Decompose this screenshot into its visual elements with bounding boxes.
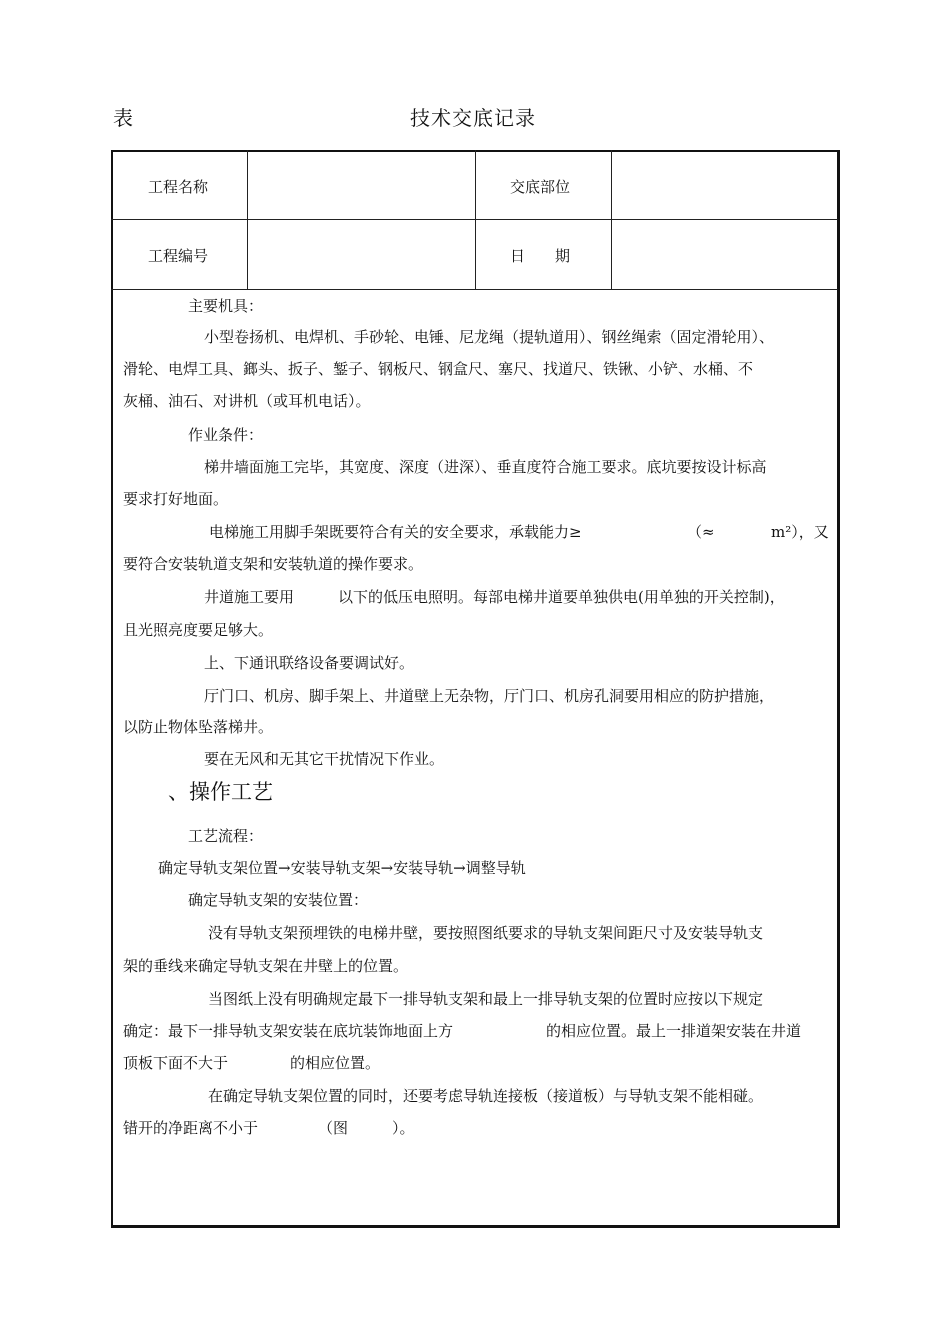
position-text: 错开的净距离不小于 [123, 1119, 259, 1137]
position-text: 的相应位置。最上一排道架安装在井道 [546, 1022, 802, 1040]
project-name-label: 工程名称 [148, 178, 209, 196]
condition-text: （≈ [687, 523, 715, 541]
position-text: 架的垂线来确定导轨支架在井壁上的位置。 [123, 957, 409, 975]
condition-text: 以防止物体坠落梯井。 [123, 718, 274, 736]
tools-heading: 主要机具： [188, 297, 264, 315]
condition-text: 井道施工要用 [204, 588, 295, 606]
form-number-label: 表 [113, 106, 133, 130]
date-field[interactable] [616, 245, 831, 267]
position-text: ）。 [392, 1119, 415, 1137]
disclosure-location-field[interactable] [616, 176, 831, 198]
tools-text: 小型卷扬机、电焊机、手砂轮、电锤、尼龙绳（提轨道用）、钢丝绳索（固定滑轮用）、 [204, 328, 775, 346]
condition-text: 以下的低压电照明。每部电梯井道要单独供电(用单独的开关控制)， [338, 588, 785, 606]
position-heading: 确定导轨支架的安装位置： [188, 891, 369, 909]
flow-heading: 工艺流程： [188, 827, 264, 845]
date-label: 日 期 [510, 247, 571, 265]
page-title: 技术交底记录 [410, 106, 536, 130]
position-text: 顶板下面不大于 [123, 1054, 229, 1072]
section-title: 、操作工艺 [168, 780, 273, 804]
position-text: 确定：最下一排导轨支架安装在底坑装饰地面上方 [123, 1022, 454, 1040]
flow-text: 确定导轨支架位置→安装导轨支架→安装导轨→调整导轨 [158, 859, 526, 877]
project-name-field[interactable] [252, 176, 470, 198]
position-text: 在确定导轨支架位置的同时，还要考虑导轨连接板（接道板）与导轨支架不能相碰。 [208, 1087, 764, 1105]
condition-text: 梯井墙面施工完毕，其宽度、深度（进深）、垂直度符合施工要求。底坑要按设计标高 [204, 458, 767, 476]
condition-text: 要求打好地面。 [123, 490, 229, 508]
table-col-divider [475, 150, 476, 289]
condition-text: 且光照亮度要足够大。 [123, 621, 274, 639]
table-bottom-divider [111, 289, 838, 290]
tools-text: 滑轮、电焊工具、鎯头、扳子、錾子、钢板尺、钢盒尺、塞尺、找道尺、铁锹、小铲、水桶、不 [123, 360, 754, 378]
position-text: （图 [318, 1119, 349, 1137]
project-number-field[interactable] [252, 245, 470, 267]
table-col-divider [247, 150, 248, 289]
tools-text: 灰桶、油石、对讲机（或耳机电话）。 [123, 392, 371, 410]
position-text: 没有导轨支架预埋铁的电梯井壁，要按照图纸要求的导轨支架间距尺寸及安装导轨支 [208, 924, 764, 942]
disclosure-location-label: 交底部位 [510, 178, 571, 196]
condition-text: 电梯施工用脚手架既要符合有关的安全要求，承载能力≥ [209, 523, 582, 541]
condition-text: 厅门口、机房、脚手架上、井道壁上无杂物，厅门口、机房孔洞要用相应的防护措施， [204, 687, 775, 705]
condition-text: 要符合安装轨道支架和安装轨道的操作要求。 [123, 555, 424, 573]
position-text: 的相应位置。 [290, 1054, 381, 1072]
condition-text: m²），又 [771, 523, 829, 541]
condition-text: 上、下通讯联络设备要调试好。 [204, 654, 415, 672]
project-number-label: 工程编号 [148, 247, 209, 265]
conditions-heading: 作业条件： [188, 426, 264, 444]
condition-text: 要在无风和无其它干扰情况下作业。 [204, 750, 445, 768]
table-col-divider [611, 150, 612, 289]
position-text: 当图纸上没有明确规定最下一排导轨支架和最上一排导轨支架的位置时应按以下规定 [208, 990, 764, 1008]
